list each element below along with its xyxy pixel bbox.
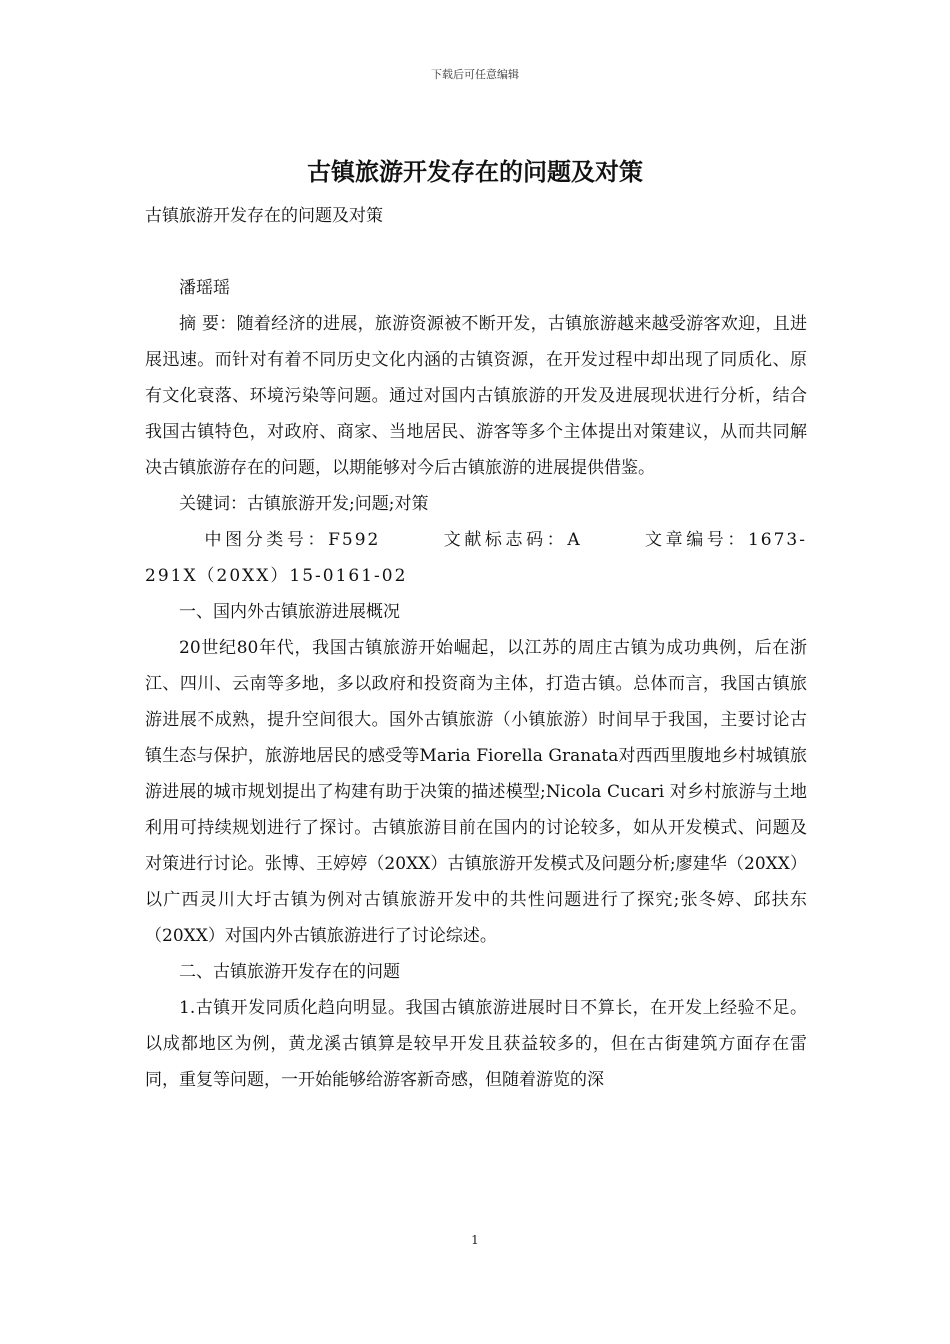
document-body	[145, 198, 807, 1098]
section-heading-1: 一、国内外古镇旅游进展概况	[179, 602, 400, 622]
document-title: 古镇旅游开发存在的问题及对策	[307, 157, 643, 186]
author-name: 潘瑶瑶	[179, 278, 230, 298]
subtitle: 古镇旅游开发存在的问题及对策	[145, 206, 383, 226]
section-heading-2: 二、古镇旅游开发存在的问题	[179, 962, 400, 982]
section-paragraph-1: 20世纪80年代，我国古镇旅游开始崛起，以江苏的周庄古镇为成功典例，后在浙江、四川、云南等多地，多以政府和投资商为主体，打造古镇。总体而言，我国古镇旅游进展不成熟，提升空间很大。国外古镇旅游（小镇旅游）时间早于我国，主要讨论古镇生态与保护，旅游地居民的感受等Maria Fiorella Granata对西西里腹地乡村城镇旅游进展的城市规划提出了构建有助于决策的描述模型;Nicola Cucari 对乡村旅游与土地利用可持续规划进行了探讨。古镇旅游目前在国内的讨论较多，如从开发模式、问题及对策进行讨论。张博、王婷婷（20XX）古镇旅游开发模式及问题分析;廖建华（20XX）以广西灵川大圩古镇为例对古镇旅游开发中的共性问题进行了探究;张冬婷、邱扶东（20XX）对国内外古镇旅游进行了讨论综述。	[145, 638, 807, 946]
classification-line: 中图分类号：F592 文献标志码：A 文章编号：1673-291X（20XX）15-0161-02	[145, 530, 807, 586]
keywords-line: 关键词：古镇旅游开发;问题;对策	[179, 494, 429, 514]
page-number: 1	[471, 1233, 479, 1247]
page-header-note: 下载后可任意编辑	[431, 68, 519, 81]
section-paragraph-2: 1.古镇开发同质化趋向明显。我国古镇旅游进展时日不算长，在开发上经验不足。以成都地区为例，黄龙溪古镇算是较早开发且获益较多的，但在古街建筑方面存在雷同，重复等问题，一开始能够给游客新奇感，但随着游览的深	[145, 998, 807, 1090]
abstract-paragraph: 摘 要：随着经济的进展，旅游资源被不断开发，古镇旅游越来越受游客欢迎，且进展迅速。而针对有着不同历史文化内涵的古镇资源，在开发过程中却出现了同质化、原有文化衰落、环境污染等问题。通过对国内古镇旅游的开发及进展现状进行分析，结合我国古镇特色，对政府、商家、当地居民、游客等多个主体提出对策建议，从而共同解决古镇旅游存在的问题，以期能够对今后古镇旅游的进展提供借鉴。	[145, 314, 807, 478]
